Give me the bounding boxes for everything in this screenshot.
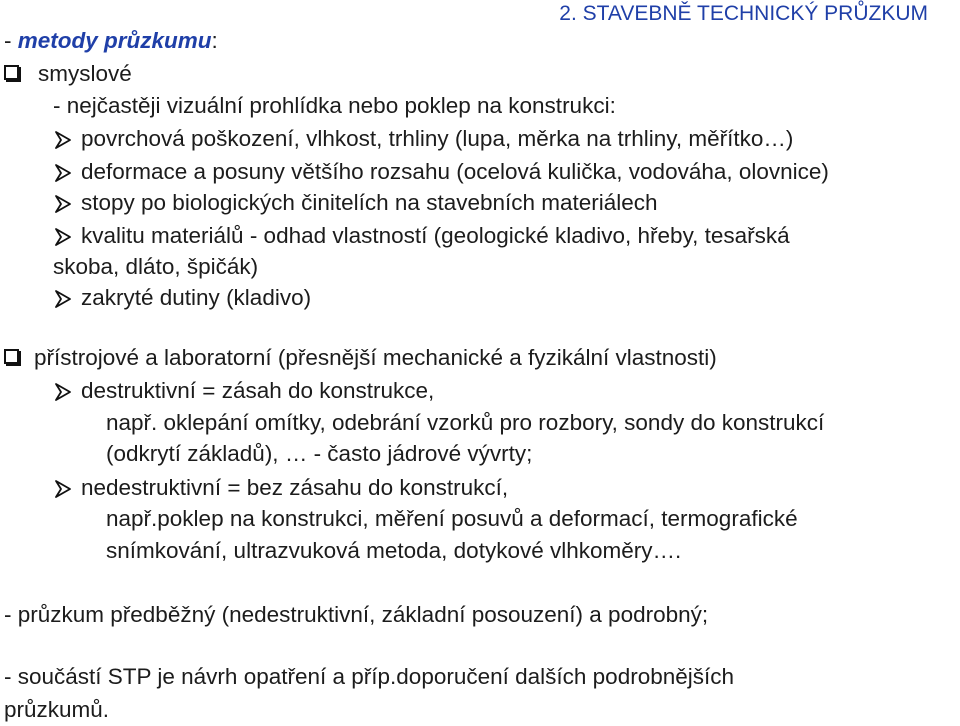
sensory-item: povrchová poškození, vlhkost, trhliny (lupa, měrka na trhliny, měřítko…) bbox=[81, 126, 794, 151]
arrow-bullet-icon bbox=[53, 381, 73, 403]
sensory-item: zakryté dutiny (kladivo) bbox=[81, 285, 312, 310]
square-bullet-icon bbox=[4, 349, 19, 364]
methods-suffix: : bbox=[211, 28, 218, 53]
destructive-label: destruktivní = zásah do konstrukce, bbox=[81, 378, 435, 403]
stp-line: - součástí STP je návrh opatření a příp.doporučení dalších podrobnějších bbox=[4, 664, 735, 689]
destructive-examples-cont: (odkrytí základů), … - často jádrové vývrty; bbox=[106, 441, 533, 466]
stp-line-cont: průzkumů. bbox=[4, 697, 110, 722]
survey-type-line: - průzkum předběžný (nedestruktivní, základní posouzení) a podrobný; bbox=[4, 602, 709, 627]
destructive-examples: např. oklepání omítky, odebrání vzorků pro rozbory, sondy do konstrukcí bbox=[106, 410, 825, 435]
slide-title: 2. STAVEBNĚ TECHNICKÝ PRŮZKUM bbox=[559, 2, 928, 25]
methods-heading bbox=[4, 27, 218, 55]
arrow-bullet-icon bbox=[53, 162, 73, 184]
sensory-heading: smyslové bbox=[38, 61, 132, 86]
sensory-item-continuation: skoba, dláto, špičák) bbox=[53, 254, 259, 279]
arrow-bullet-icon bbox=[53, 129, 73, 151]
methods-prefix: - bbox=[4, 28, 18, 53]
arrow-bullet-icon bbox=[53, 226, 73, 248]
instrumental-heading: přístrojové a laboratorní (přesnější mechanické a fyzikální vlastnosti) bbox=[34, 345, 717, 370]
sensory-item: stopy po biologických činitelích na stavebních materiálech bbox=[81, 190, 658, 215]
sensory-item: kvalitu materiálů - odhad vlastností (geologické kladivo, hřeby, tesařská bbox=[81, 223, 790, 248]
arrow-bullet-icon bbox=[53, 193, 73, 215]
square-bullet-icon bbox=[4, 65, 19, 80]
sensory-intro: - nejčastěji vizuální prohlídka nebo poklep na konstrukci: bbox=[53, 93, 616, 118]
methods-label: metody průzkumu bbox=[17, 28, 212, 53]
sensory-item: deformace a posuny většího rozsahu (ocelová kulička, vodováha, olovnice) bbox=[81, 159, 829, 184]
nondestructive-examples-cont: snímkování, ultrazvuková metoda, dotykové vlhkoměry…. bbox=[106, 538, 682, 563]
nondestructive-label: nedestruktivní = bez zásahu do konstrukcí, bbox=[81, 475, 509, 500]
nondestructive-examples: např.poklep na konstrukci, měření posuvů a deformací, termografické bbox=[106, 506, 798, 531]
arrow-bullet-icon bbox=[53, 478, 73, 500]
arrow-bullet-icon bbox=[53, 288, 73, 310]
